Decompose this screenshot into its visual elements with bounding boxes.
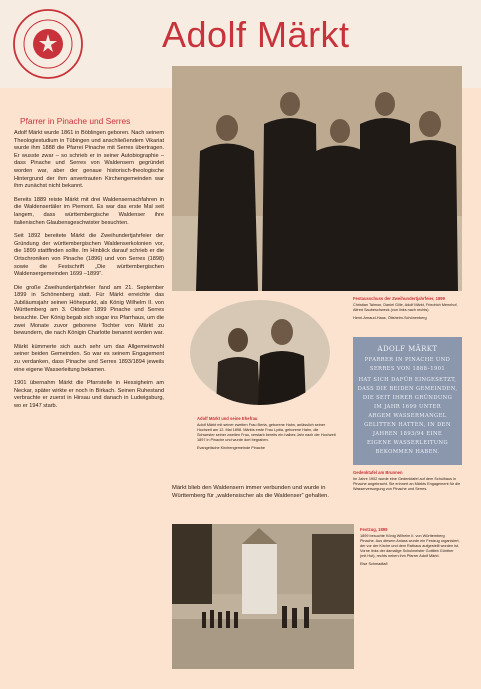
plaque-line: ARGEM WASSERMANGEL: [368, 413, 447, 419]
plaque-caption: [353, 470, 465, 492]
paragraph: 1901 übernahm Märkt die Pfarrstelle in Hessigheim am Neckar, später wirkte er noch in Birkach. Seinen Ruhestand verbrachte er zuerst in Hirsau und danach in Ludwigsburg, wo er 1947 starb.: [14, 380, 164, 409]
caption-title: Festausschuss der Zweihundertjahrfeier, 1899: [353, 296, 445, 301]
plaque-line: PFARRER IN PINACHE UND: [364, 357, 451, 363]
festzug-photo: [172, 524, 354, 669]
caption-text: 1899 besuchte König Wilhelm II. von Württemberg Pinache. Aus diesem Anlass wurde ein Festzug organisiert, der vor der Kirche und dem Rathaus aufgestellt worden ist. Vorne links der damalige Schulmeister Gottlieb Günther (mit Hut), rechts neben ihm Pfarrer Adolf Märkt.: [360, 534, 460, 558]
plaque-line: DASS DIE BEIDEN GEMEINDEN,: [357, 386, 458, 392]
couple-photo: [190, 300, 330, 405]
closing-remark: Märkt blieb den Waldensern immer verbunden und wurde in Württemberg für „waldensischer als die Waldenser“ gehalten.: [172, 485, 330, 499]
plaque-line: BEKOMMEN HABEN.: [375, 449, 440, 455]
festzug-caption: [360, 527, 460, 567]
memorial-plaque-photo: [353, 337, 462, 465]
caption-text: Adolf Märkt mit seiner zweiten Frau Berta, geborene Hahn, anlässlich seiner Hochzeit am 12. Mai 1898. Märkts erste Frau Lydia, geborene Hahn, die Schwester seiner zweiten Frau, verstarb bereits ein halbes Jahr nach der Hochzeit 1897 in Pinache und wurde dort begraben.: [197, 423, 336, 442]
caption-title: Gedenktafel am Brunnen: [353, 470, 403, 475]
caption-text: Christian Talmon, Daniel Gille, Adolf Märkt, Friedrich Mennhof, Alfred Saubeschweck (von links nach rechts): [353, 303, 458, 312]
section-heading: Pfarrer in Pinache und Serres: [20, 116, 131, 126]
plaque-line: HAT SICH DAFÜR EINGESETZT,: [358, 377, 457, 383]
plaque-line: DIE SEIT IHRER GRÜNDUNG: [362, 395, 453, 401]
plaque-line: EIGENE WASSERLEITUNG: [366, 440, 449, 446]
caption-credit: Evangelische Kirchengemeinde Pinache: [197, 446, 265, 450]
couple-caption: [197, 416, 337, 451]
group-photo: [172, 66, 462, 291]
caption-credit: Henri-Arnaud-Haus, Ötisheim-Schönenberg: [353, 316, 427, 320]
plaque-line: SERRES VON 1888–1901: [369, 366, 446, 372]
paragraph: Bereits 1889 reiste Märkt mit drei Waldensernachfahren in die Waldensertäler im Piemont. Es war das erste Mal seit langem, dass württembergische Waldenser ihre italienischen Glaubensgeschwister besuchten.: [14, 196, 164, 226]
biography-column: [14, 116, 164, 417]
caption-title: Festzug, 1899: [360, 527, 388, 532]
paragraph: Märkt kümmerte sich auch sehr um das Allgemeinwohl seiner beiden Gemeinden. So war es seinem Engagement zu verdanken, dass Pinache und Serres 1893/1894 jeweils eine eigene Wasserleitung bekamen.: [14, 343, 164, 373]
caption-title: Adolf Märkt und seine Ehefrau: [197, 416, 258, 421]
plaque-line: IM JAHR 1699 UNTER: [373, 404, 442, 410]
plaque-line: GELITTEN HATTEN, IN DEN: [364, 422, 451, 428]
plaque-line: JAHREN 1893/94 EINE: [372, 431, 443, 437]
paragraph: Die große Zweihundertjahrfeier fand am 21. September 1899 in Schönenberg statt. Für Märkt erreichte das Jubiläumsjahr seinen Höhepunkt, als König Wilhelm II. von Württemberg am 3. Oktober 1899 Pinache und Serres besuchte. Der König begab sich sogar ins Pfarrhaus, um die zwei Monate zuvor geborene Tochter von Märkt zu bewundern, die nach Königin Charlotte benannt worden war.: [14, 284, 164, 337]
plaque-line: ADOLF MÄRKT: [377, 345, 438, 353]
page-title: Adolf Märkt: [162, 14, 350, 55]
caption-credit: Else Schmadtafl: [360, 562, 388, 566]
seal-emblem-icon: [12, 8, 84, 80]
group-caption: [353, 296, 465, 321]
caption-text: Im Jahre 1902 wurde eine Gedenktafel auf dem Schulhaus in Pinache angebracht. Sie erinnert an Märkts Engagement für die Wasserversorgung von Pinache und Serres.: [353, 477, 461, 491]
paragraph: Seit 1892 bereitete Märkt die Zweihundertjahrfeier der Gründung der württembergischen Waldenserkolonien vor, die 1899 stattfinden sollte. Im Hinblick darauf schrieb er die Ortschroniken von Pinache (1896) und von Serres (1898) sowie die Festschrift „Die württembergischen Waldensergemeinden 1699 –1899“.: [14, 233, 164, 278]
paragraph: Adolf Märkt wurde 1861 in Böblingen geboren. Nach seinem Theologiestudium in Tübingen und anschließendem Vikariat wurde ihm 1888 die Pfarrei Pinache mit Serres übertragen. Er wusste zwar – so schrieb er in seiner Autobiographie – dass Pinache und Serres von Waldensern gegründet worden war, aber der genaue historisch-theologische Hintergrund der ihm anvertrauten Kirchengemeinden war ihm zunächst nicht bekannt.: [14, 130, 164, 190]
